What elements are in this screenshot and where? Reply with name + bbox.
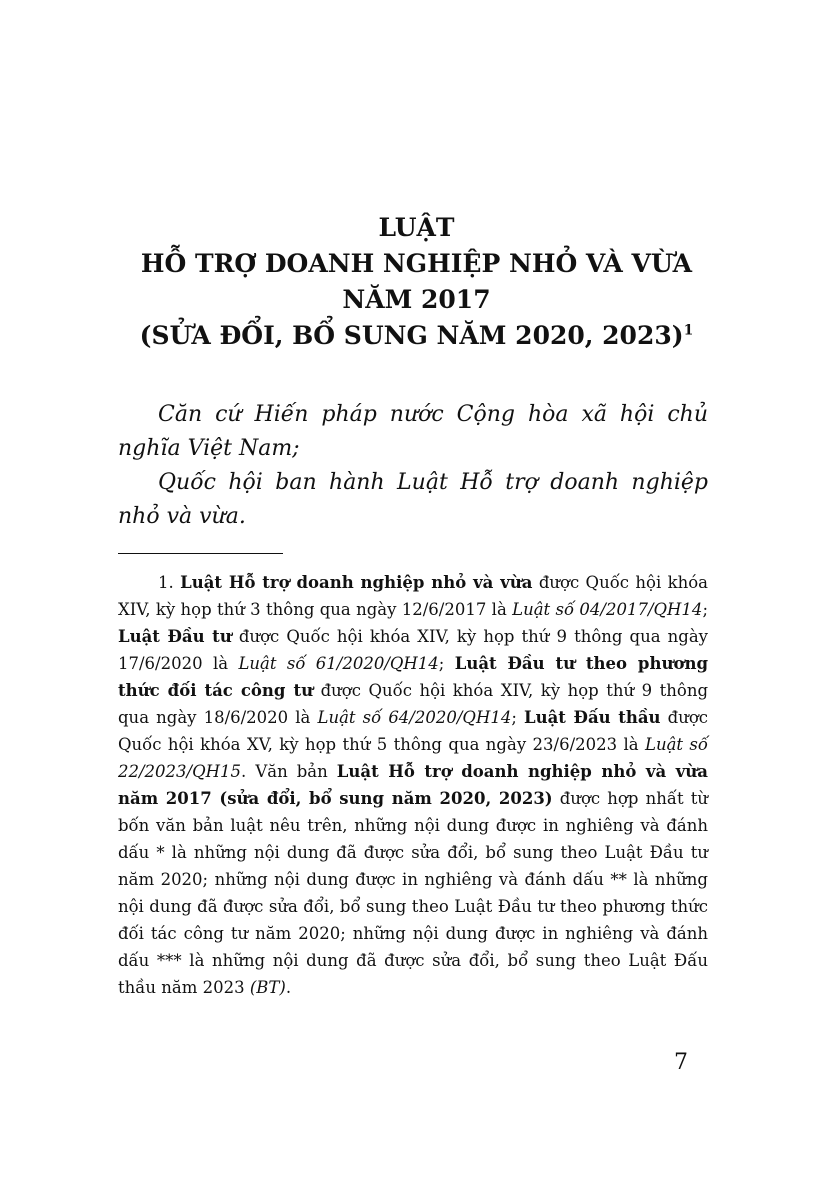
preamble-paragraph-constitution: Căn cứ Hiến pháp nước Cộng hòa xã hội chủ nghĩa Việt Nam;	[118, 402, 708, 461]
preamble-paragraph-enactment: Quốc hội ban hành Luật Hỗ trợ doanh nghiệp nhỏ và vừa.	[118, 470, 708, 529]
footnote-consolidated-law-name: Luật Hỗ trợ doanh nghiệp nhỏ và vừa năm 2017 (sửa đổi, bổ sung năm 2020, 2023)	[118, 762, 708, 808]
footnote-text: được Quốc hội khóa XIV, kỳ họp thứ 3 thông qua ngày 12/6/2017 là	[118, 573, 708, 619]
footnote	[118, 569, 708, 1001]
footnote-text: ;	[438, 654, 455, 673]
footnote-number: 1.	[158, 573, 181, 592]
title-line-name: HỖ TRỢ DOANH NGHIỆP NHỎ VÀ VỪA	[140, 249, 693, 278]
title-line-law: LUẬT	[378, 213, 455, 242]
footnote-text: . Văn bản	[241, 762, 337, 781]
footnote-law-name-investment: Luật Đầu tư	[118, 627, 232, 646]
footnote-divider	[118, 553, 283, 554]
footnote-law-number: Luật số 64/2020/QH14	[317, 708, 512, 727]
footnote-law-number: Luật số 04/2017/QH14	[512, 600, 703, 619]
footnote-law-number: Luật số 22/2023/QH15	[118, 735, 708, 781]
law-title	[0, 210, 833, 354]
footnote-text: ;	[702, 600, 708, 619]
footnote-paragraph	[118, 569, 708, 1001]
preamble	[118, 398, 708, 534]
title-line-year: NĂM 2017	[342, 285, 491, 314]
footnote-editor-note: (BT)	[249, 978, 286, 997]
title-amendment-text: (SỬA ĐỔI, BỔ SUNG NĂM 2020, 2023)	[139, 321, 684, 350]
footnote-law-number: Luật số 61/2020/QH14	[238, 654, 439, 673]
footnote-text: .	[285, 978, 292, 997]
footnote-text: ;	[511, 708, 525, 727]
footnote-marker[interactable]: 1	[683, 322, 694, 339]
footnote-text: được hợp nhất từ bốn văn bản luật nêu trên, những nội dung được in nghiêng và đánh dấu * là những nội dung đã được sửa đổi, bổ sung theo Luật Đầu tư năm 2020; những nội dung được in nghiêng và đánh dấu ** là những nội dung đã được sửa đổi, bổ sung theo Luật Đầu tư theo phương thức đối tác công tư năm 2020; những nội dung được in nghiêng và đánh dấu *** là những nội dung đã được sửa đổi, bổ sung theo Luật Đấu thầu năm 2023	[118, 789, 708, 997]
footnote-text: được Quốc hội khóa XIV, kỳ họp thứ 9 thông qua ngày 17/6/2020 là	[118, 627, 708, 673]
footnote-law-name-sme: Luật Hỗ trợ doanh nghiệp nhỏ và vừa	[180, 573, 533, 592]
footnote-text: được Quốc hội khóa XIV, kỳ họp thứ 9 thông qua ngày 18/6/2020 là	[118, 681, 709, 727]
footnote-text: được Quốc hội khóa XV, kỳ họp thứ 5 thông qua ngày 23/6/2023 là	[118, 708, 709, 754]
title-line-amendment	[0, 318, 833, 354]
page-number: 7	[674, 1050, 688, 1075]
footnote-law-name-ppp: Luật Đầu tư theo phương thức đối tác công tư	[118, 654, 708, 700]
footnote-law-name-bidding: Luật Đấu thầu	[524, 708, 661, 727]
